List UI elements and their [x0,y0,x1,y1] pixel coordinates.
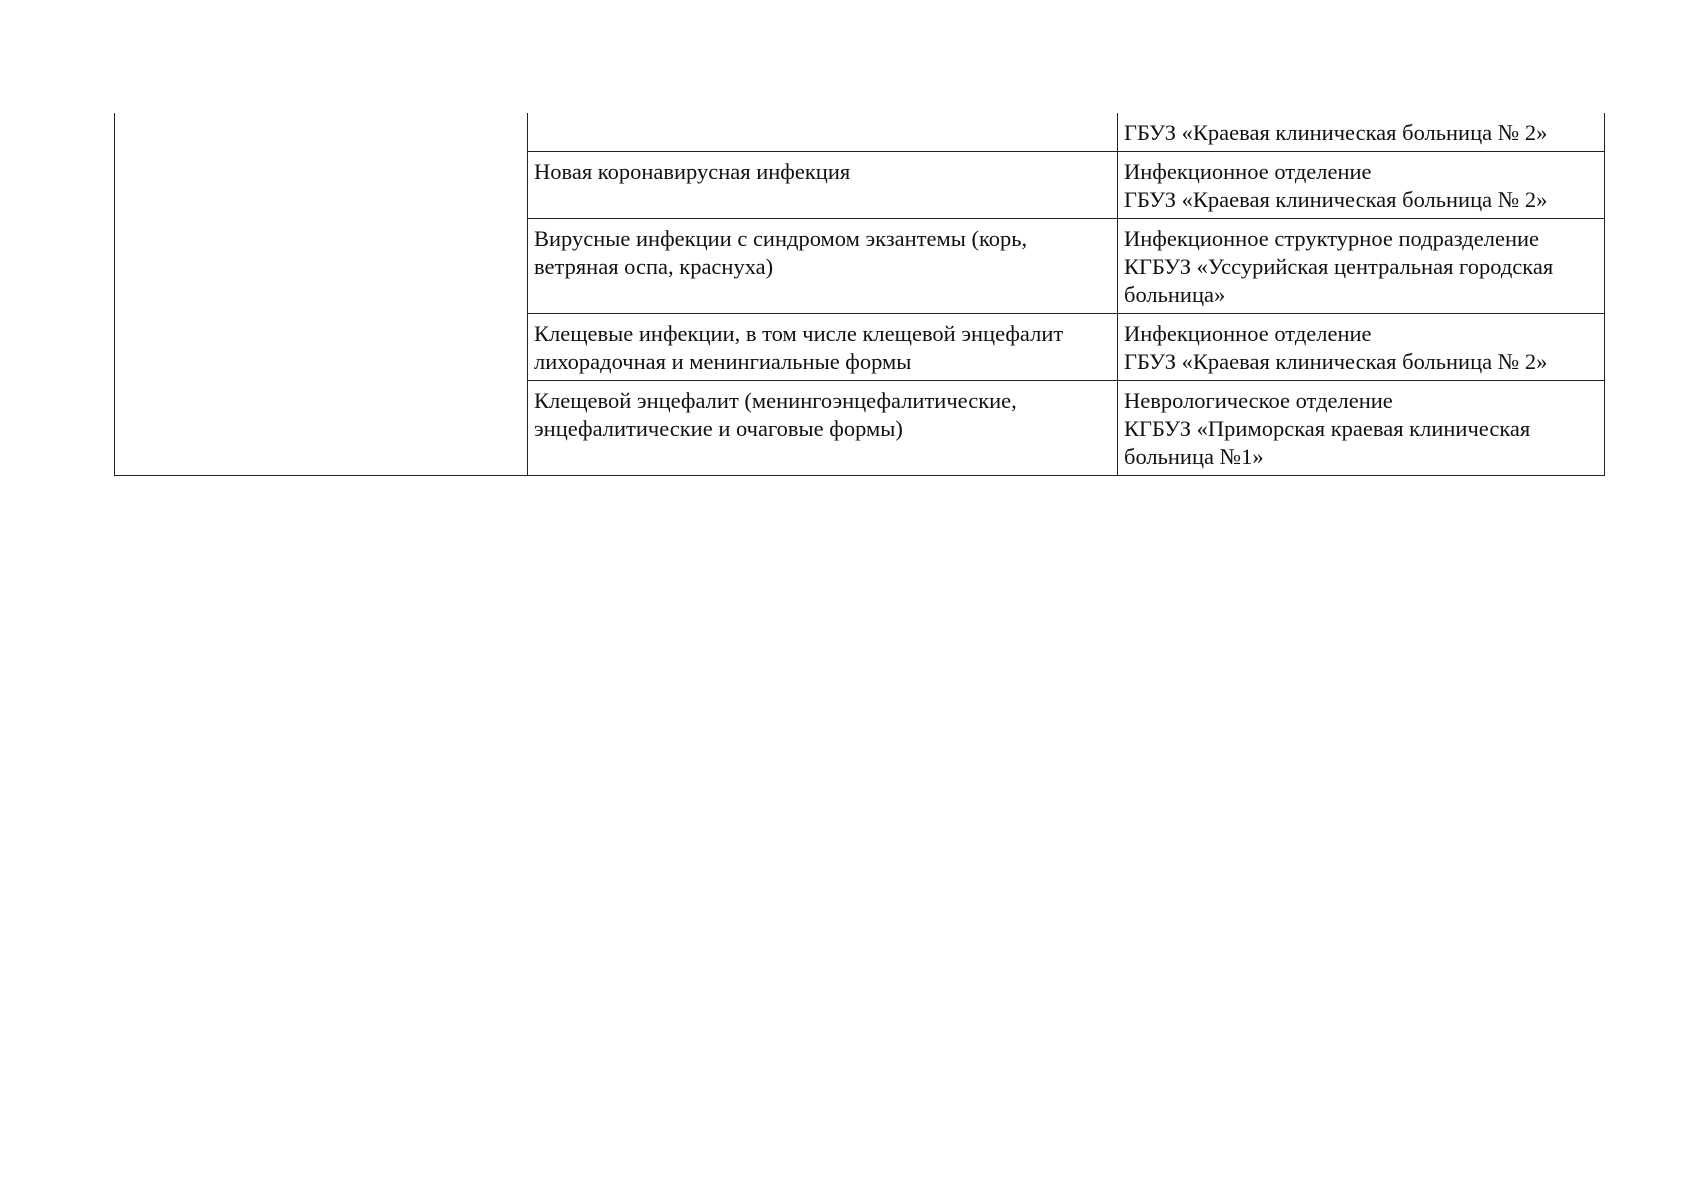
facility-line: ГБУЗ «Краевая клиническая больница № 2» [1124,349,1548,374]
facility-line: Инфекционное отделение [1124,159,1372,184]
disease-line: Новая коронавирусная инфекция [534,159,851,184]
table-row [115,113,1605,152]
facility-cell [1118,113,1605,152]
facility-line: КГБУЗ «Уссурийская центральная городская [1124,254,1554,279]
facility-line: Неврологическое отделение [1124,388,1393,413]
merged-empty-cell [115,113,528,476]
disease-line: энцефалитические и очаговые формы) [534,416,903,441]
disease-cell [528,219,1118,314]
facility-line: КГБУЗ «Приморская краевая клиническая [1124,416,1531,441]
hospital-assignment-table [114,113,1605,476]
disease-line: Вирусные инфекции с синдромом экзантемы (корь, [534,226,1028,251]
disease-cell [528,381,1118,476]
disease-cell [528,113,1118,152]
facility-cell [1118,152,1605,219]
facility-line: ГБУЗ «Краевая клиническая больница № 2» [1124,187,1548,212]
facility-line: Инфекционное структурное подразделение [1124,226,1540,251]
facility-line: ГБУЗ «Краевая клиническая больница № 2» [1124,120,1548,145]
disease-cell [528,314,1118,381]
disease-line: лихорадочная и менингиальные формы [534,349,912,374]
disease-line: ветряная оспа, краснуха) [534,254,774,279]
facility-cell [1118,219,1605,314]
facility-cell [1118,381,1605,476]
facility-line: Инфекционное отделение [1124,321,1372,346]
disease-line: Клещевые инфекции, в том числе клещевой энцефалит [534,321,1064,346]
facility-line: больница» [1124,282,1226,307]
disease-cell [528,152,1118,219]
facility-line: больница №1» [1124,444,1264,469]
facility-cell [1118,314,1605,381]
disease-line: Клещевой энцефалит (менингоэнцефалитические, [534,388,1017,413]
document-table-container [114,113,1604,476]
